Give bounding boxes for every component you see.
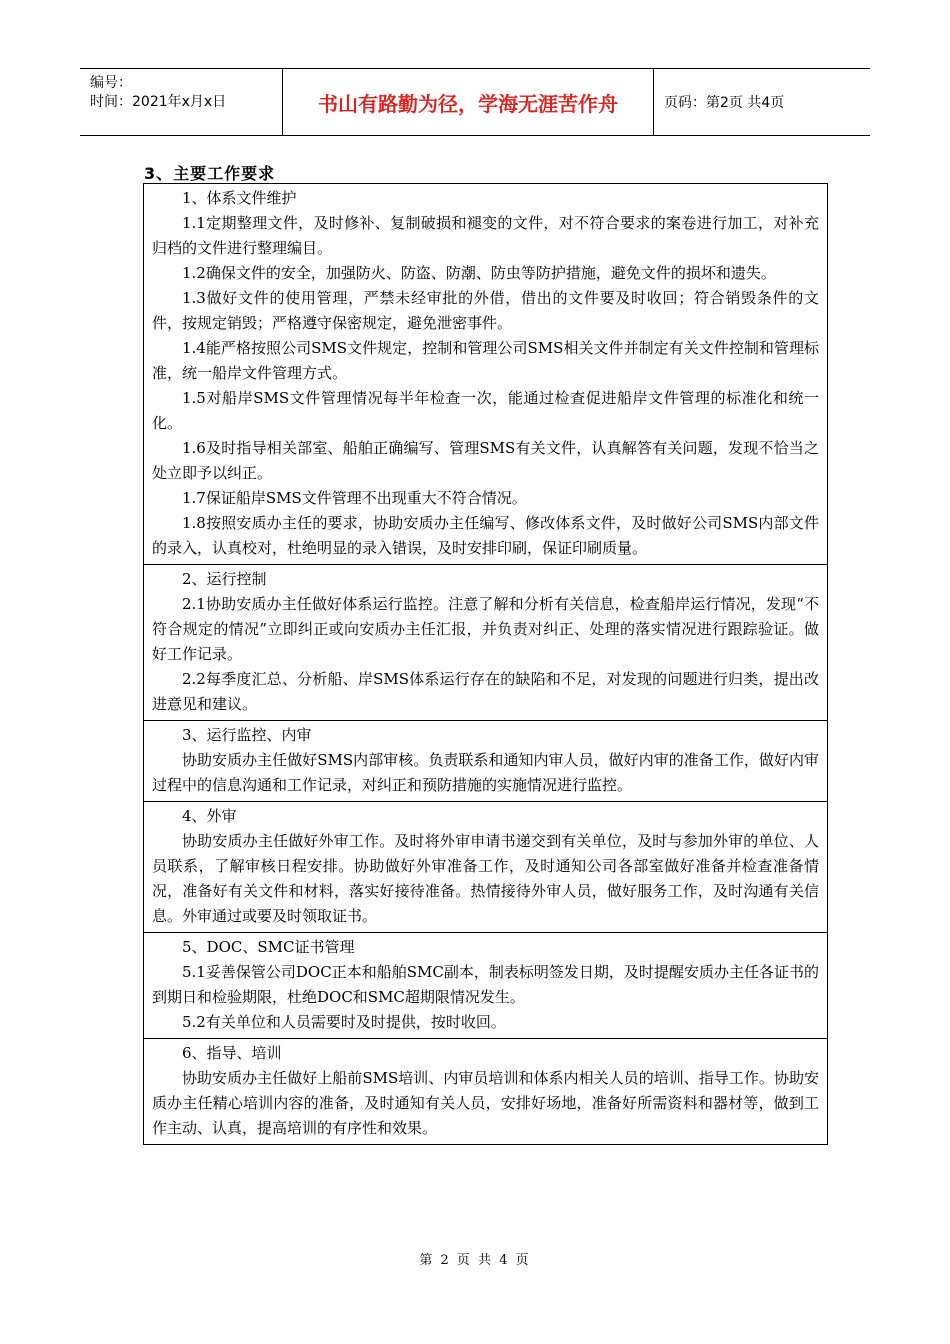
requirement-section-title: 2、运行控制 [182,570,267,588]
requirement-paragraph: 1.5对船岸SMS文件管理情况每半年检查一次，能通过检查促进船岸文件管理的标准化和统一化。 [152,389,819,432]
page-footer: 第 2 页 共 4 页 [419,1253,531,1268]
requirement-paragraph: 1.2确保文件的安全，加强防火、防盗、防潮、防虫等防护措施，避免文件的损坏和遗失。 [182,264,776,282]
requirement-paragraph: 5.1妥善保管公司DOC正本和船舶SMC副本，制表标明签发日期，及时提醒安质办主任各证书的到期日和检验期限，杜绝DOC和SMC超期限情况发生。 [152,963,819,1006]
requirement-paragraph: 1.8按照安质办主任的要求，协助安质办主任编写、修改体系文件，及时做好公司SMS内部文件的录入，认真校对，杜绝明显的录入错误，及时安排印刷，保证印刷质量。 [152,514,819,557]
page-header [80,68,870,136]
requirement-section [144,801,827,932]
requirement-section [144,184,827,564]
requirement-paragraph: 1.3做好文件的使用管理，严禁未经审批的外借，借出的文件要及时收回；符合销毁条件的文件，按规定销毁；严格遵守保密规定，避免泄密事件。 [152,289,819,332]
requirements-table [143,183,828,1145]
requirement-paragraph: 2.1协助安质办主任做好体系运行监控。注意了解和分析有关信息，检查船岸运行情况，发现“不符合规定的情况”立即纠正或向安质办主任汇报，并负责对纠正、处理的落实情况进行跟踪验证。做好工作记录。 [152,595,819,663]
section-title: 3、主要工作要求 [144,164,276,183]
requirement-paragraph: 1.7保证船岸SMS文件管理不出现重大不符合情况。 [182,489,527,507]
requirement-paragraph: 协助安质办主任做好外审工作。及时将外审申请书递交到有关单位，及时与参加外审的单位、人员联系，了解审核日程安排。协助做好外审准备工作，及时通知公司各部室做好准备并检查准备情况，准备好有关文件和材料，落实好接待准备。热情接待外审人员，做好服务工作，及时沟通有关信息。外审通过或要及时领取证书。 [152,832,819,925]
requirement-section [144,564,827,720]
requirement-section-title: 4、外审 [182,807,237,825]
header-meta [80,69,283,135]
requirement-paragraph: 协助安质办主任做好SMS内部审核。负责联系和通知内审人员，做好内审的准备工作，做好内审过程中的信息沟通和工作记录，对纠正和预防措施的实施情况进行监控。 [152,751,819,794]
requirement-section-title: 6、指导、培训 [182,1044,282,1062]
requirement-section [144,720,827,801]
requirement-section-title: 5、DOC、SMC证书管理 [182,938,355,956]
date-line: 时间：2021年x月x日 [90,94,227,110]
requirement-paragraph: 协助安质办主任做好上船前SMS培训、内审员培训和体系内相关人员的培训、指导工作。协助安质办主任精心培训内容的准备，及时通知有关人员，安排好场地，准备好所需资料和器材等，做到工作主动、认真，提高培训的有序性和效果。 [152,1069,819,1137]
requirement-paragraph: 5.2有关单位和人员需要时及时提供，按时收回。 [182,1013,506,1031]
requirement-paragraph: 1.4能严格按照公司SMS文件规定，控制和管理公司SMS相关文件并制定有关文件控制和管理标准，统一船岸文件管理方式。 [152,339,819,382]
requirement-paragraph: 1.1定期整理文件，及时修补、复制破损和褪变的文件，对不符合要求的案卷进行加工，对补充归档的文件进行整理编目。 [152,214,819,257]
requirement-section-title: 3、运行监控、内审 [182,726,312,744]
requirement-section [144,932,827,1038]
doc-number-label: 编号： [90,75,132,91]
requirement-section [144,1038,827,1144]
header-motto: 书山有路勤为径，学海无涯苦作舟 [283,69,654,135]
requirement-section-title: 1、体系文件维护 [182,189,297,207]
header-page-info: 页码：第2页 共4页 [664,95,785,111]
requirement-paragraph: 1.6及时指导相关部室、船舶正确编写、管理SMS有关文件，认真解答有关问题，发现不恰当之处立即予以纠正。 [152,439,819,482]
requirement-paragraph: 2.2每季度汇总、分析船、岸SMS体系运行存在的缺陷和不足，对发现的问题进行归类，提出改进意见和建议。 [152,670,819,713]
